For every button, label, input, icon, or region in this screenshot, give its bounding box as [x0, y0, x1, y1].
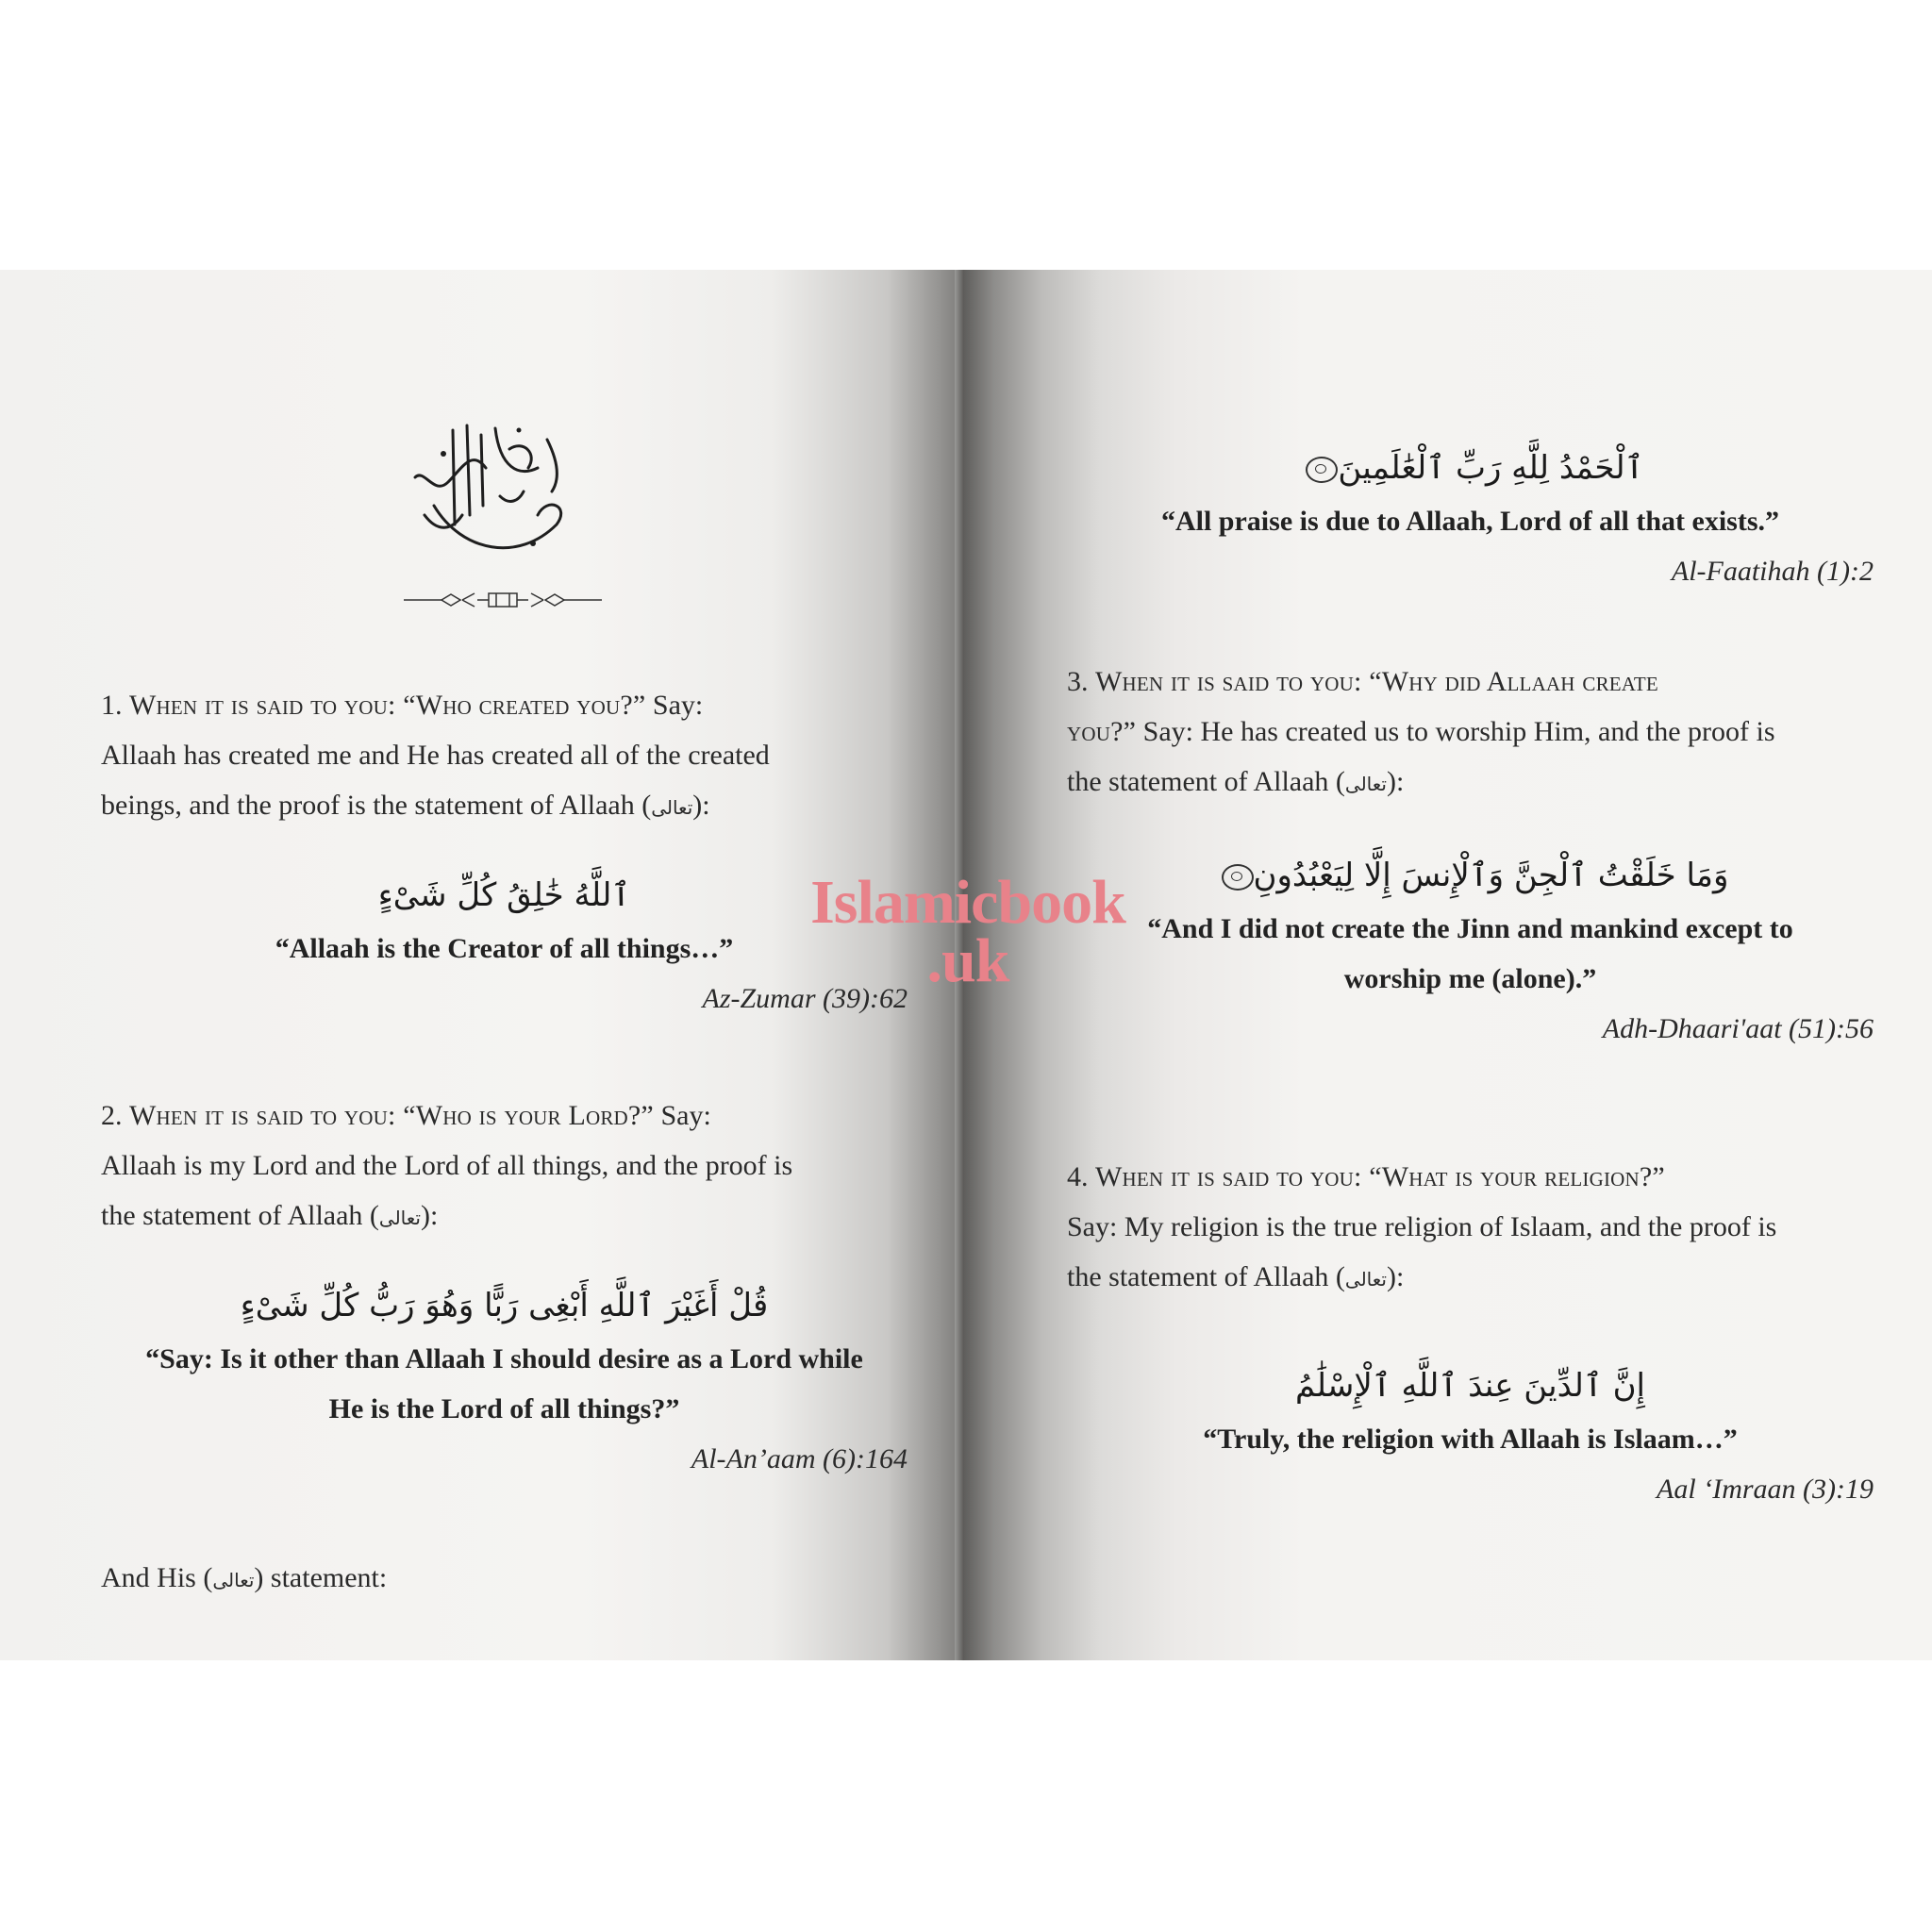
question-1-answer-line2: Allaah has created me and He has created all of the created [101, 740, 770, 771]
question-3-answer-line3-post: ): [1386, 766, 1405, 797]
question-4-translation: “Truly, the religion with Allaah is Islaam…” [1203, 1424, 1738, 1455]
honorific-text: تعالى [651, 796, 693, 819]
question-1-number: 1. [101, 690, 123, 721]
question-1-answer-line3-pre: beings, and the proof is the statement of Allaah ( [101, 790, 652, 821]
opening-translation: “All praise is due to Allaah, Lord of all that exists.” [1160, 506, 1780, 537]
question-4-answer-line2: Say: My religion is the true religion of Islaam, and the proof is [1067, 1211, 1777, 1242]
honorific-text: تعالى [212, 1569, 255, 1591]
opening-arabic-text: ٱلْحَمْدُ لِلَّهِ رَبِّ ٱلْعَٰلَمِينَ [1338, 449, 1644, 487]
question-3-prompt-line1: When it is said to you: “Why did Allaah create [1095, 666, 1658, 697]
ornament-divider [404, 591, 602, 609]
question-2 [101, 1091, 908, 1484]
watermark-line2: .uk [926, 926, 1009, 995]
question-2-translation-line2: He is the Lord of all things?” [328, 1393, 680, 1424]
question-4-number: 4. [1067, 1161, 1089, 1192]
question-2-answer-line3-pre: the statement of Allaah ( [101, 1200, 379, 1231]
question-1-reference: Az-Zumar (39):62 [702, 983, 908, 1014]
honorific-text: تعالى [1344, 1268, 1387, 1291]
question-4-answer-line3-pre: the statement of Allaah ( [1067, 1261, 1345, 1292]
ayah-end-icon [1222, 864, 1254, 891]
question-1-answer-line3-post: ): [692, 790, 710, 821]
question-1-prompt: When it is said to you: “Who created you?” [129, 690, 646, 721]
question-4-text [1067, 1152, 1874, 1305]
question-2-answer-line2: Allaah is my Lord and the Lord of all things, and the proof is [101, 1150, 793, 1181]
ayah-end-icon [1306, 457, 1338, 483]
question-1-text [101, 680, 908, 833]
question-3-text [1067, 657, 1874, 809]
watermark [798, 868, 1138, 995]
question-3-reference: Adh-Dhaari'aat (51):56 [1602, 1013, 1874, 1044]
question-2-say: Say: [660, 1100, 711, 1131]
closing-pre: And His ( [101, 1562, 213, 1593]
closing-line [101, 1553, 908, 1606]
question-2-reference: Al-An’aam (6):164 [691, 1443, 908, 1474]
closing-post: ) statement: [254, 1562, 388, 1593]
question-1-arabic-verse: ٱللَّهُ خَٰلِقُ كُلِّ شَىْءٍ [377, 876, 631, 914]
question-2-answer-line3-post: ): [420, 1200, 439, 1231]
opening-arabic-verse [1067, 440, 1874, 496]
honorific-text: تعالى [378, 1207, 421, 1229]
question-1 [101, 680, 908, 1024]
question-2-text [101, 1091, 908, 1243]
question-3-answer-line2: Say: He has created us to worship Him, and the proof is [1136, 716, 1775, 747]
question-4-reference: Aal ‘Imraan (3):19 [1657, 1474, 1874, 1505]
question-3-answer-line3-pre: the statement of Allaah ( [1067, 766, 1345, 797]
question-3-translation-line1: “And I did not create the Jinn and mankind except to [1147, 913, 1793, 944]
question-3 [1067, 657, 1874, 1054]
question-2-translation-line1: “Say: Is it other than Allaah I should desire as a Lord while [145, 1343, 863, 1374]
open-book [0, 270, 1932, 1660]
question-3-arabic-text: وَمَا خَلَقْتُ ٱلْجِنَّ وَٱلْإِنسَ إِلَّا لِيَعْبُدُونِ [1253, 857, 1729, 894]
question-3-translation-line2: worship me (alone).” [1343, 963, 1597, 994]
honorific-text: تعالى [1344, 773, 1387, 795]
question-1-translation: “Allaah is the Creator of all things…” [275, 933, 734, 964]
question-4-prompt: When it is said to you: “What is your religion?” [1095, 1161, 1665, 1192]
question-2-arabic-verse: قُلْ أَغَيْرَ ٱللَّهِ أَبْغِى رَبًّا وَهُوَ رَبُّ كُلِّ شَىْءٍ [240, 1287, 769, 1324]
question-2-number: 2. [101, 1100, 123, 1131]
opening-reference: Al-Faatihah (1):2 [1671, 556, 1874, 587]
question-4-answer-line3-post: ): [1386, 1261, 1405, 1292]
opening-verse [1067, 440, 1874, 596]
watermark-line1: Islamicbook [810, 868, 1125, 937]
question-3-arabic-verse [1067, 847, 1874, 904]
question-4 [1067, 1152, 1874, 1514]
bismillah-calligraphy [396, 411, 585, 572]
question-3-number: 3. [1067, 666, 1089, 697]
question-2-prompt: When it is said to you: “Who is your Lord?” [129, 1100, 654, 1131]
question-1-say: Say: [652, 690, 704, 721]
question-4-arabic-verse: إِنَّ ٱلدِّينَ عِندَ ٱللَّهِ ٱلْإِسْلَٰمُ [1295, 1367, 1645, 1405]
question-3-prompt-line2: you?” [1067, 716, 1137, 747]
